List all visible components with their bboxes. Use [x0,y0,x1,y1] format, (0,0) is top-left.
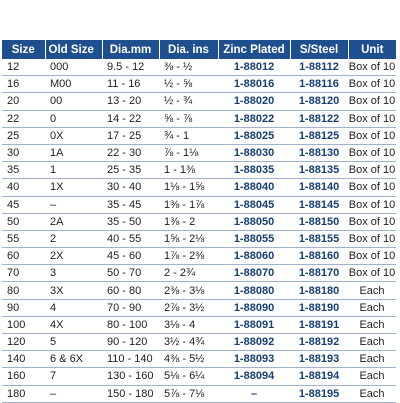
cell-size: 35 [2,162,45,179]
cell-dia-mm: 22 - 30 [102,144,159,161]
cell-old-size: 00 [45,93,102,110]
cell-unit: Box of 10 [348,248,396,265]
cell-zinc-plated-code: 1-88091 [218,316,290,333]
cell-stainless-steel-code: 1-88140 [290,179,348,196]
header-size: Size [2,40,45,59]
cell-unit: Each [348,316,396,333]
table-row [2,76,396,93]
cell-stainless-steel-code: 1-88193 [290,351,348,368]
cell-dia-mm: 50 - 70 [102,265,159,282]
hose-clamp-size-table [2,40,396,403]
cell-dia-ins: 5⅞ - 7⅛ [159,385,218,402]
table-body [2,59,396,402]
cell-unit: Each [348,334,396,351]
cell-unit: Box of 10 [348,230,396,247]
cell-old-size: – [45,385,102,402]
table-row [2,282,396,299]
cell-unit: Box of 10 [348,59,396,76]
table-row [2,59,396,76]
cell-unit: Each [348,368,396,385]
cell-dia-ins: 2⅜ - 3⅛ [159,282,218,299]
cell-zinc-plated-code: 1-88094 [218,368,290,385]
cell-unit: Box of 10 [348,196,396,213]
cell-old-size: 0X [45,127,102,144]
cell-unit: Each [348,282,396,299]
cell-dia-mm: 30 - 40 [102,179,159,196]
cell-dia-ins: 3½ - 4¾ [159,334,218,351]
header-unit: Unit [348,40,396,59]
table-row [2,230,396,247]
cell-zinc-plated-code: 1-88090 [218,299,290,316]
cell-size: 22 [2,110,45,127]
cell-zinc-plated-code: 1-88012 [218,59,290,76]
cell-size: 30 [2,144,45,161]
cell-dia-mm: 17 - 25 [102,127,159,144]
table-row [2,265,396,282]
cell-dia-mm: 45 - 60 [102,248,159,265]
cell-old-size: 0 [45,110,102,127]
cell-old-size: 5 [45,334,102,351]
header-stainless-steel: S/Steel [290,40,348,59]
cell-size: 90 [2,299,45,316]
cell-dia-ins: 1⅞ - 2⅜ [159,248,218,265]
cell-dia-mm: 80 - 100 [102,316,159,333]
cell-old-size: 7 [45,368,102,385]
cell-unit: Box of 10 [348,162,396,179]
header-old-size: Old Size [45,40,102,59]
cell-zinc-plated-code: 1-88030 [218,144,290,161]
cell-unit: Each [348,385,396,402]
cell-zinc-plated-code: 1-88035 [218,162,290,179]
cell-size: 16 [2,76,45,93]
cell-zinc-plated-code: 1-88040 [218,179,290,196]
table-row [2,316,396,333]
cell-stainless-steel-code: 1-88192 [290,334,348,351]
cell-dia-ins: 1⅝ - 2⅛ [159,230,218,247]
cell-zinc-plated-code: 1-88025 [218,127,290,144]
cell-zinc-plated-code: 1-88070 [218,265,290,282]
table-row [2,144,396,161]
cell-unit: Each [348,299,396,316]
cell-dia-mm: 60 - 80 [102,282,159,299]
cell-stainless-steel-code: 1-88125 [290,127,348,144]
header-row [2,40,396,59]
cell-old-size: 000 [45,59,102,76]
cell-dia-mm: 13 - 20 [102,93,159,110]
cell-dia-mm: 110 - 140 [102,351,159,368]
cell-dia-ins: ⅜ - ½ [159,59,218,76]
cell-dia-ins: 1 - 1⅜ [159,162,218,179]
cell-size: 80 [2,282,45,299]
cell-size: 180 [2,385,45,402]
cell-unit: Box of 10 [348,144,396,161]
cell-dia-mm: 90 - 120 [102,334,159,351]
cell-stainless-steel-code: 1-88145 [290,196,348,213]
cell-dia-mm: 25 - 35 [102,162,159,179]
cell-old-size: – [45,196,102,213]
cell-dia-ins: 1⅜ - 1⅞ [159,196,218,213]
cell-dia-mm: 70 - 90 [102,299,159,316]
cell-dia-ins: ¾ - 1 [159,127,218,144]
cell-stainless-steel-code: 1-88195 [290,385,348,402]
cell-old-size: 1X [45,179,102,196]
table-row [2,196,396,213]
cell-stainless-steel-code: 1-88170 [290,265,348,282]
cell-zinc-plated-code: – [218,385,290,402]
cell-old-size: 2X [45,248,102,265]
cell-zinc-plated-code: 1-88016 [218,76,290,93]
cell-stainless-steel-code: 1-88191 [290,316,348,333]
cell-stainless-steel-code: 1-88160 [290,248,348,265]
cell-old-size: 4 [45,299,102,316]
cell-dia-mm: 11 - 16 [102,76,159,93]
cell-unit: Box of 10 [348,110,396,127]
cell-unit: Box of 10 [348,265,396,282]
cell-size: 25 [2,127,45,144]
cell-stainless-steel-code: 1-88116 [290,76,348,93]
cell-stainless-steel-code: 1-88190 [290,299,348,316]
table-row [2,213,396,230]
cell-size: 60 [2,248,45,265]
cell-unit: Box of 10 [348,76,396,93]
cell-stainless-steel-code: 1-88112 [290,59,348,76]
cell-stainless-steel-code: 1-88135 [290,162,348,179]
table-row [2,127,396,144]
cell-dia-ins: 1⅛ - 1⅝ [159,179,218,196]
cell-size: 140 [2,351,45,368]
table-row [2,351,396,368]
cell-unit: Box of 10 [348,179,396,196]
cell-zinc-plated-code: 1-88022 [218,110,290,127]
table-row [2,248,396,265]
cell-size: 40 [2,179,45,196]
cell-zinc-plated-code: 1-88060 [218,248,290,265]
cell-dia-ins: ½ - ⅝ [159,76,218,93]
cell-stainless-steel-code: 1-88122 [290,110,348,127]
cell-old-size: 1A [45,144,102,161]
cell-dia-ins: 4⅜ - 5½ [159,351,218,368]
header-zinc-plated: Zinc Plated [218,40,290,59]
cell-zinc-plated-code: 1-88050 [218,213,290,230]
cell-dia-ins: ⅝ - ⅞ [159,110,218,127]
cell-dia-ins: 2⅞ - 3½ [159,299,218,316]
cell-zinc-plated-code: 1-88020 [218,93,290,110]
cell-zinc-plated-code: 1-88092 [218,334,290,351]
cell-unit: Each [348,351,396,368]
cell-old-size: 2 [45,230,102,247]
cell-old-size: 3X [45,282,102,299]
cell-stainless-steel-code: 1-88155 [290,230,348,247]
cell-size: 120 [2,334,45,351]
cell-unit: Box of 10 [348,127,396,144]
cell-size: 70 [2,265,45,282]
hose-clamp-size-table-container [2,40,396,403]
cell-unit: Box of 10 [348,213,396,230]
cell-dia-mm: 35 - 45 [102,196,159,213]
cell-dia-mm: 130 - 160 [102,368,159,385]
cell-dia-mm: 40 - 55 [102,230,159,247]
cell-dia-ins: 5⅛ - 6¼ [159,368,218,385]
cell-dia-mm: 35 - 50 [102,213,159,230]
cell-stainless-steel-code: 1-88180 [290,282,348,299]
cell-dia-ins: 2 - 2¾ [159,265,218,282]
cell-old-size: 6 & 6X [45,351,102,368]
cell-unit: Box of 10 [348,93,396,110]
cell-stainless-steel-code: 1-88120 [290,93,348,110]
cell-dia-ins: ½ - ¾ [159,93,218,110]
cell-size: 55 [2,230,45,247]
cell-dia-ins: 1⅜ - 2 [159,213,218,230]
cell-stainless-steel-code: 1-88130 [290,144,348,161]
cell-size: 100 [2,316,45,333]
cell-old-size: 3 [45,265,102,282]
cell-old-size: 4X [45,316,102,333]
cell-zinc-plated-code: 1-88045 [218,196,290,213]
cell-zinc-plated-code: 1-88055 [218,230,290,247]
cell-size: 50 [2,213,45,230]
cell-size: 12 [2,59,45,76]
table-row [2,368,396,385]
table-row [2,110,396,127]
cell-zinc-plated-code: 1-88093 [218,351,290,368]
cell-dia-ins: ⅞ - 1⅛ [159,144,218,161]
table-row [2,334,396,351]
table-row [2,299,396,316]
cell-stainless-steel-code: 1-88194 [290,368,348,385]
cell-dia-mm: 14 - 22 [102,110,159,127]
cell-dia-mm: 150 - 180 [102,385,159,402]
table-row [2,93,396,110]
table-row [2,179,396,196]
cell-old-size: M00 [45,76,102,93]
cell-dia-ins: 3⅛ - 4 [159,316,218,333]
cell-stainless-steel-code: 1-88150 [290,213,348,230]
cell-size: 45 [2,196,45,213]
cell-size: 20 [2,93,45,110]
header-dia-mm: Dia.mm [102,40,159,59]
cell-old-size: 1 [45,162,102,179]
cell-old-size: 2A [45,213,102,230]
table-header [2,40,396,59]
table-row [2,162,396,179]
cell-dia-mm: 9.5 - 12 [102,59,159,76]
header-dia-ins: Dia. ins [159,40,218,59]
cell-size: 160 [2,368,45,385]
cell-zinc-plated-code: 1-88080 [218,282,290,299]
